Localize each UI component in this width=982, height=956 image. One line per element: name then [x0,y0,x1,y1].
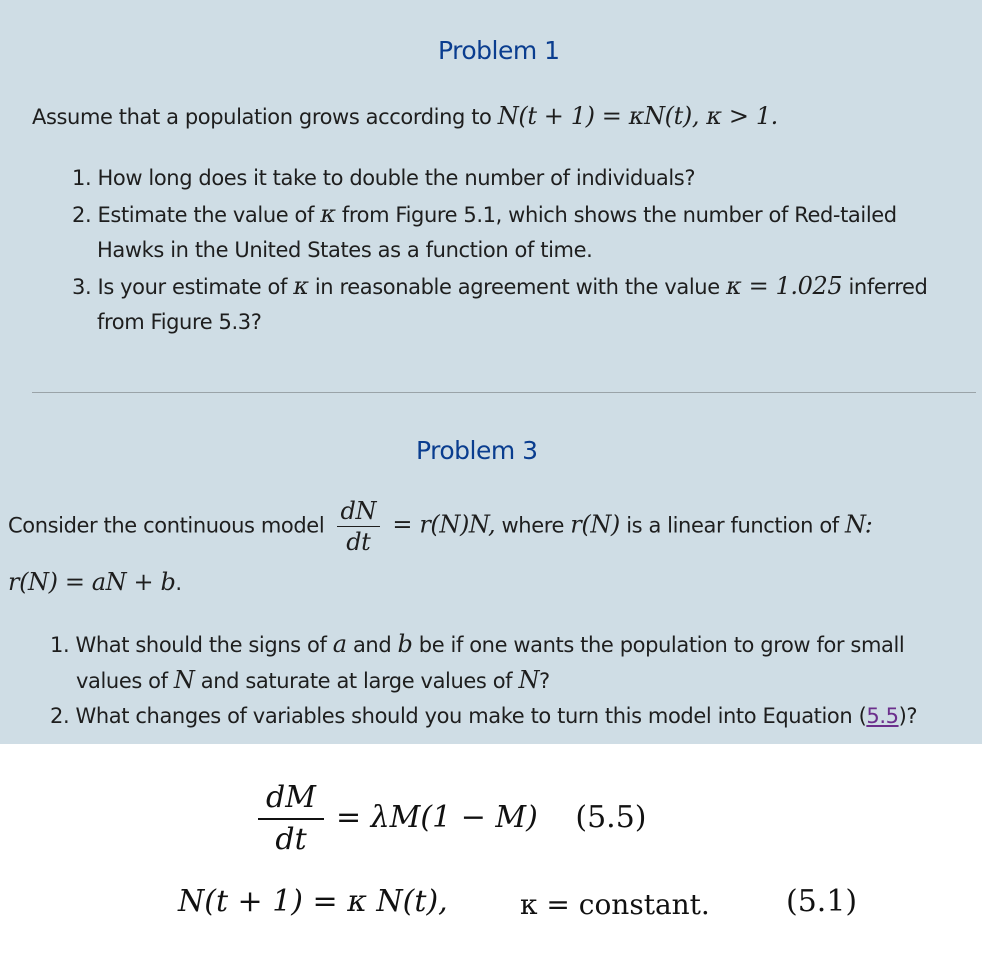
intro-text: is a linear function of [626,513,839,538]
list-item-text: and saturate at large values of [200,669,513,693]
problem3-item-1 [50,626,904,663]
problem1-intro [32,98,778,135]
list-number: 1. [50,633,70,657]
kappa-symbol: κ [293,272,309,300]
problem1-item-1 [72,160,695,196]
problem3-line2 [8,564,182,601]
linear-function-math: r(N) = aN + b [8,568,176,596]
equation-5-5 [336,800,647,835]
fraction-denominator: dt [346,528,371,556]
period: . [175,571,182,595]
fraction-numerator: dM [258,778,324,820]
problem1-item-3 [72,268,927,305]
equation-label: (5.5) [575,800,647,835]
problem1-item-2-cont: Hawks in the United States as a function of time. [97,238,593,262]
list-number: 2. [50,704,70,728]
a-symbol: a [332,630,347,658]
question-mark: ? [539,669,550,693]
fraction-denominator: dt [275,822,307,857]
list-item-text: be if one wants the population to grow for small [418,633,905,657]
n-symbol: N [173,666,195,694]
list-number: 2. [72,203,92,227]
list-number: 1. [72,166,92,190]
problem3-title: Problem 3 [416,436,538,465]
list-number: 3. [72,275,92,299]
problem1-intro-text: Assume that a population grows according to [32,105,492,129]
problem1-intro-math: N(t + 1) = κN(t), κ > 1. [497,102,778,130]
fraction-numerator: dN [337,496,381,527]
list-item-text: and [352,633,392,657]
n-symbol: N: [845,510,873,539]
list-item-text: What should the signs of [75,633,327,657]
kappa-constant: κ = constant. [520,888,710,921]
list-item-text: How long does it take to double the number of individuals? [97,166,696,190]
problem1-item-2 [72,196,897,233]
n-symbol: N [518,666,540,694]
problem3-item-2 [50,698,917,734]
equation-5-5-link[interactable]: 5.5 [866,704,899,728]
equation-rhs: = λM(1 − M) [336,800,538,835]
equation-lhs: N(t + 1) = κ N(t), [178,884,448,919]
problem3-item-1-cont [76,662,550,699]
list-item-text: in reasonable agreement with the value [314,275,720,299]
problem1-title: Problem 1 [438,36,560,65]
intro-text: where [501,513,565,538]
intro-text: Consider the continuous model [8,513,325,538]
intro-equation: = r(N)N, [392,510,496,539]
section-divider [32,392,976,393]
kappa-symbol: κ [320,200,336,228]
list-item-text: Estimate the value of [97,203,314,227]
equation-5-1-label: (5.1) [786,884,858,919]
list-item-text: Is your estimate of [97,275,287,299]
problem1-item-3-cont: from Figure 5.3? [97,310,262,334]
dn-dt-fraction [337,496,381,557]
r-of-n-symbol: r(N) [570,510,620,539]
b-symbol: b [397,630,413,658]
list-item-text: inferred [848,275,928,299]
dm-dt-fraction [258,778,324,860]
kappa-value-math: κ = 1.025 [726,272,843,300]
list-item-text: from Figure 5.1, which shows the number of Red-tailed [341,203,897,227]
equation-5-1 [178,884,448,919]
list-item-text: )? [898,704,918,728]
equation-5-1-constant [520,888,710,921]
list-item-text: values of [76,669,168,693]
problem3-intro [8,496,872,557]
list-item-text: What changes of variables should you make to turn this model into Equation ( [75,704,867,728]
